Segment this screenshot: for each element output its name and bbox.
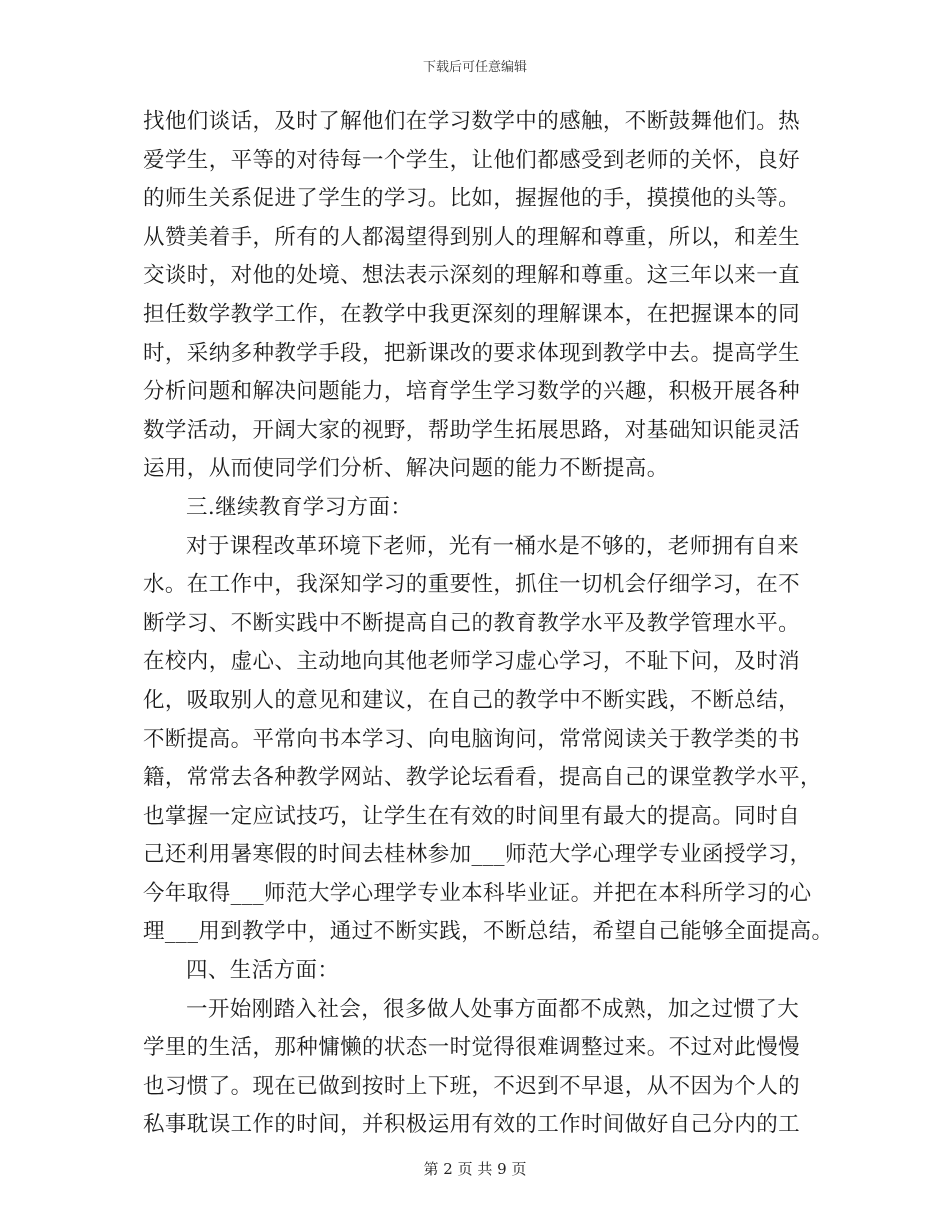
body-line: 爱学生，平等的对待每一个学生，让他们都感受到老师的关怀，良好 [143, 147, 801, 173]
body-line: 时，采纳多种教学手段，把新课改的要求体现到教学中去。提高学生 [143, 340, 801, 366]
body-line: 也习惯了。现在已做到按时上下班，不迟到不早退，从不因为个人的 [143, 1073, 801, 1099]
body-line: 理___用到教学中，通过不断实践，不断总结，希望自己能够全面提高。 [143, 919, 834, 945]
page-header: 下载后可任意编辑 [422, 60, 527, 75]
body-line: 在校内，虚心、主动地向其他老师学习虚心学习，不耻下问，及时消 [143, 649, 801, 675]
body-line: 从赞美着手，所有的人都渴望得到别人的理解和尊重，所以，和差生 [143, 224, 801, 250]
body-line: 水。在工作中，我深知学习的重要性，抓住一切机会仔细学习，在不 [143, 572, 801, 598]
body-line: 也掌握一定应试技巧，让学生在有效的时间里有最大的提高。同时自 [143, 803, 801, 829]
body-line: 断学习、不断实践中不断提高自己的教育教学水平及教学管理水平。 [143, 610, 801, 636]
body-line: 运用，从而使同学们分析、解决问题的能力不断提高。 [143, 456, 669, 482]
body-line: 籍，常常去各种教学网站、教学论坛看看，提高自己的课堂教学水平， [143, 765, 822, 791]
body-line: 学里的生活，那种慵懒的状态一时觉得很难调整过来。不过对此慢慢 [143, 1035, 801, 1061]
body-line: 担任数学教学工作，在教学中我更深刻的理解课本，在把握课本的同 [143, 301, 801, 327]
section-heading: 四、生活方面： [186, 958, 340, 984]
body-line: 今年取得___师范大学心理学专业本科毕业证。并把在本科所学习的心 [143, 880, 812, 906]
body-line: 数学活动，开阔大家的视野，帮助学生拓展思路，对基础知识能灵活 [143, 417, 801, 443]
document-body [143, 103, 834, 1145]
body-line: 一开始刚踏入社会，很多做人处事方面都不成熟，加之过惯了大 [186, 996, 800, 1022]
body-line: 的师生关系促进了学生的学习。比如，握握他的手，摸摸他的头等。 [143, 186, 801, 212]
page-number: 第 2 页 共 9 页 [423, 1160, 527, 1178]
body-line: 不断提高。平常向书本学习、向电脑询问，常常阅读关于教学类的书 [143, 726, 801, 752]
body-line: 分析问题和解决问题能力，培育学生学习数学的兴趣，积极开展各种 [143, 379, 801, 405]
body-line: 交谈时，对他的处境、想法表示深刻的理解和尊重。这三年以来一直 [143, 263, 801, 289]
section-heading: 三.继续教育学习方面： [186, 494, 413, 520]
body-line: 对于课程改革环境下老师，光有一桶水是不够的，老师拥有自来 [186, 533, 800, 559]
body-line: 找他们谈话，及时了解他们在学习数学中的感触，不断鼓舞他们。热 [143, 109, 801, 134]
body-line: 己还利用暑寒假的时间去桂林参加___师范大学心理学专业函授学习， [143, 842, 812, 868]
body-line: 化，吸取别人的意见和建议，在自己的教学中不断实践，不断总结， [143, 687, 801, 713]
body-line: 私事耽误工作的时间，并积极运用有效的工作时间做好自己分内的工 [143, 1112, 801, 1138]
